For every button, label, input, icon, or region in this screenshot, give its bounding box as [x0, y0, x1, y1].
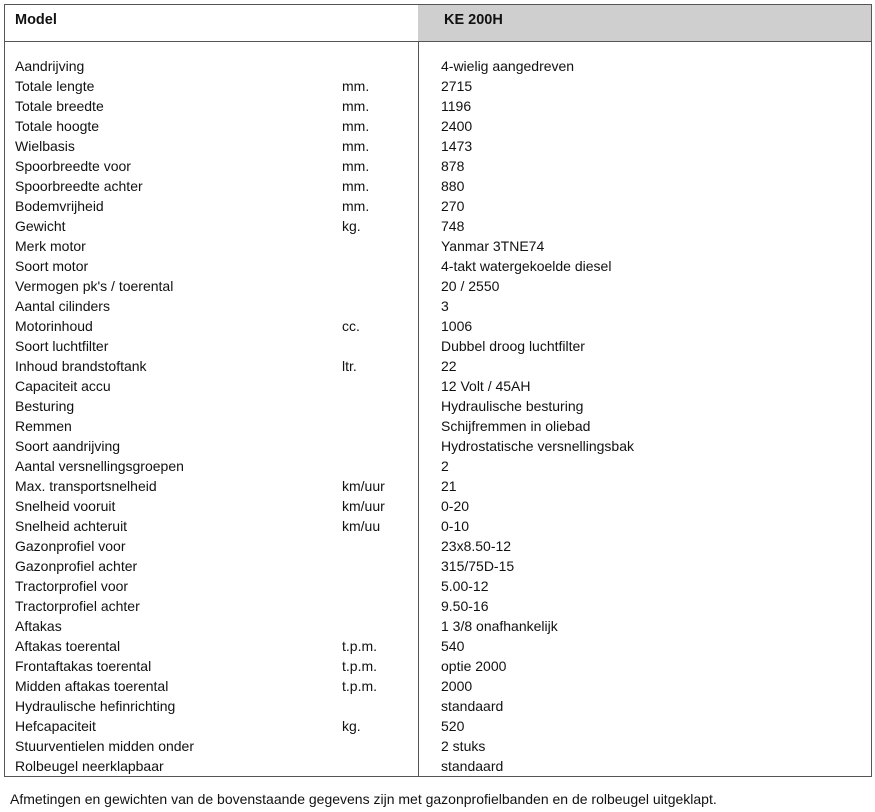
table-row [5, 496, 871, 516]
table-row [5, 296, 871, 316]
spec-name: Rolbeugel neerklapbaar [15, 758, 164, 774]
spec-value: Yanmar 3TNE74 [441, 238, 545, 254]
spec-unit: mm. [342, 138, 370, 154]
spec-name: Besturing [15, 398, 75, 414]
spec-value: 4-takt watergekoelde diesel [441, 258, 612, 274]
spec-name: Aandrijving [15, 58, 85, 74]
spec-name: Gazonprofiel achter [15, 558, 138, 574]
spec-name: Soort luchtfilter [15, 338, 109, 354]
spec-value: 0-20 [441, 498, 470, 514]
header-value-cell [418, 5, 871, 41]
table-row [5, 256, 871, 276]
spec-value: 21 [441, 478, 457, 494]
table-row [5, 456, 871, 476]
spec-value: 1 3/8 onafhankelijk [441, 618, 558, 634]
spec-value: 2715 [441, 78, 473, 94]
table-row [5, 416, 871, 436]
table-row [5, 536, 871, 556]
spec-name: Snelheid vooruit [15, 498, 116, 514]
model-label: Model [15, 12, 57, 28]
spec-value: 5.00-12 [441, 578, 489, 594]
spec-value: Hydraulische besturing [441, 398, 584, 414]
spec-name: Tractorprofiel achter [15, 598, 140, 614]
spec-value: 3 [441, 298, 449, 314]
table-row [5, 656, 871, 676]
table-row [5, 556, 871, 576]
spec-name: Remmen [15, 418, 72, 434]
table-row [5, 616, 871, 636]
spec-value: 880 [441, 178, 465, 194]
table-row [5, 696, 871, 716]
table-row [5, 116, 871, 136]
spec-name: Totale hoogte [15, 118, 100, 134]
table-row [5, 636, 871, 656]
table-row [5, 356, 871, 376]
spec-value: 1196 [441, 98, 472, 114]
spec-unit: kg. [342, 718, 361, 734]
footnote: Afmetingen en gewichten van de bovenstaande gegevens zijn met gazonprofielbanden en de rolbeugel uitgeklapt. [10, 791, 717, 807]
spec-value: 22 [441, 358, 457, 374]
spec-name: Gewicht [15, 218, 66, 234]
spec-name: Wielbasis [15, 138, 75, 154]
spec-name: Tractorprofiel voor [15, 578, 129, 594]
spec-name: Hydraulische hefinrichting [15, 698, 176, 714]
spec-value: 1473 [441, 138, 473, 154]
spec-table [4, 4, 872, 777]
spec-name: Aantal cilinders [15, 298, 110, 314]
spec-unit: km/uur [342, 498, 385, 514]
spec-value: 4-wielig aangedreven [441, 58, 575, 74]
table-row [5, 376, 871, 396]
table-row [5, 196, 871, 216]
spec-name: Snelheid achteruit [15, 518, 128, 534]
spec-unit: ltr. [342, 358, 357, 374]
spec-value: 2400 [441, 118, 473, 134]
spec-name: Midden aftakas toerental [15, 678, 169, 694]
spec-unit: km/uur [342, 478, 385, 494]
spec-value: 2 [441, 458, 449, 474]
table-row [5, 476, 871, 496]
table-row [5, 216, 871, 236]
spec-name: Soort motor [15, 258, 89, 274]
spec-name: Gazonprofiel voor [15, 538, 126, 554]
spec-name: Soort aandrijving [15, 438, 121, 454]
table-row [5, 436, 871, 456]
spec-value: 0-10 [441, 518, 470, 534]
spec-unit: km/uu [342, 518, 381, 534]
spec-name: Totale lengte [15, 78, 95, 94]
table-row [5, 76, 871, 96]
spec-name: Spoorbreedte achter [15, 178, 143, 194]
spec-name: Bodemvrijheid [15, 198, 104, 214]
table-row [5, 596, 871, 616]
table-row [5, 96, 871, 116]
spec-unit: mm. [342, 198, 370, 214]
spec-value: 20 / 2550 [441, 278, 500, 294]
table-row [5, 716, 871, 736]
spec-unit: mm. [342, 158, 370, 174]
spec-value: 315/75D-15 [441, 558, 515, 574]
spec-value: 12 Volt / 45AH [441, 378, 531, 394]
spec-value: 520 [441, 718, 465, 734]
spec-unit: mm. [342, 178, 370, 194]
spec-name: Frontaftakas toerental [15, 658, 152, 674]
table-row [5, 156, 871, 176]
table-row [5, 316, 871, 336]
spec-name: Motorinhoud [15, 318, 93, 334]
spec-name: Stuurventielen midden onder [15, 738, 195, 754]
spec-unit: t.p.m. [342, 638, 378, 654]
spec-unit: t.p.m. [342, 658, 378, 674]
spec-unit: mm. [342, 118, 370, 134]
spec-value: 23x8.50-12 [441, 538, 512, 554]
spec-unit: mm. [342, 78, 370, 94]
spec-unit: t.p.m. [342, 678, 378, 694]
table-row [5, 336, 871, 356]
spec-name: Merk motor [15, 238, 86, 254]
spec-value: Hydrostatische versnellingsbak [441, 438, 634, 454]
spec-rows [5, 56, 871, 776]
table-row [5, 136, 871, 156]
spec-value: 878 [441, 158, 465, 174]
table-row [5, 276, 871, 296]
spec-name: Hefcapaciteit [15, 718, 96, 734]
spec-value: optie 2000 [441, 658, 507, 674]
spec-name: Capaciteit accu [15, 378, 111, 394]
table-row [5, 736, 871, 756]
header-label-cell [5, 5, 418, 41]
spec-name: Inhoud brandstoftank [15, 358, 147, 374]
spec-unit: mm. [342, 98, 370, 114]
spec-name: Spoorbreedte voor [15, 158, 131, 174]
spec-value: 540 [441, 638, 465, 654]
spec-value: 9.50-16 [441, 598, 489, 614]
table-row [5, 176, 871, 196]
spec-value: 270 [441, 198, 465, 214]
table-row [5, 576, 871, 596]
spec-value: Dubbel droog luchtfilter [441, 338, 585, 354]
table-row [5, 56, 871, 76]
spec-value: Schijfremmen in oliebad [441, 418, 591, 434]
spec-name: Vermogen pk's / toerental [15, 278, 174, 294]
table-header [5, 5, 871, 42]
spec-name: Totale breedte [15, 98, 104, 114]
spec-unit: cc. [342, 318, 360, 334]
model-name: KE 200H [444, 12, 503, 28]
spec-name: Aantal versnellingsgroepen [15, 458, 184, 474]
table-row [5, 676, 871, 696]
table-row [5, 756, 871, 776]
spec-value: 2000 [441, 678, 473, 694]
spec-value: standaard [441, 698, 504, 714]
spec-name: Aftakas toerental [15, 638, 121, 654]
spec-name: Max. transportsnelheid [15, 478, 157, 494]
table-row [5, 396, 871, 416]
spec-name: Aftakas [15, 618, 62, 634]
table-row [5, 236, 871, 256]
spec-value: 748 [441, 218, 465, 234]
spec-value: 2 stuks [441, 738, 486, 754]
spec-value: standaard [441, 758, 504, 774]
spec-unit: kg. [342, 218, 361, 234]
spec-value: 1006 [441, 318, 473, 334]
table-row [5, 516, 871, 536]
